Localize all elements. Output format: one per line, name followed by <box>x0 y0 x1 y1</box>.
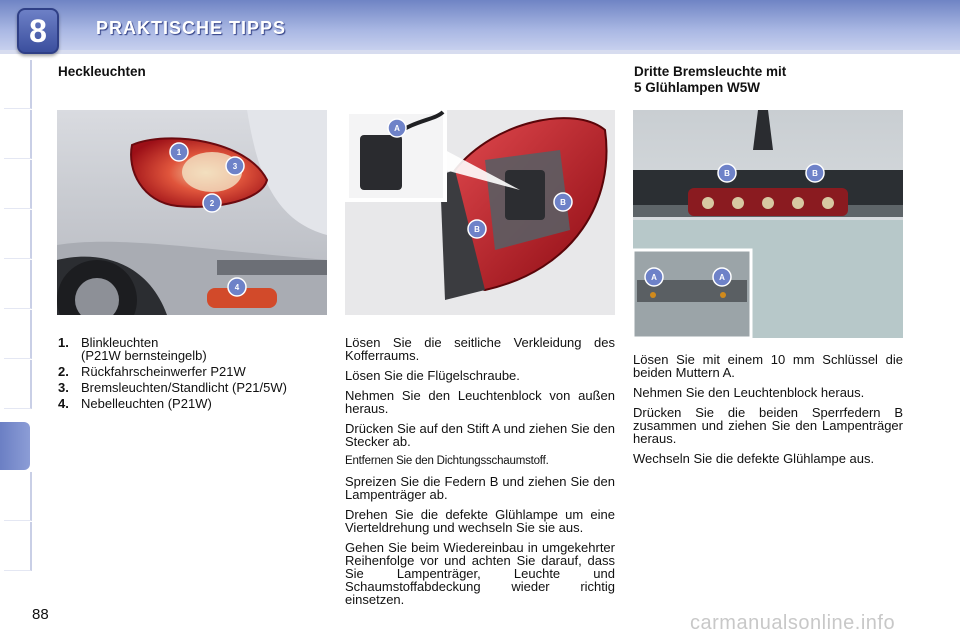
callout-B-marker-2 <box>468 220 486 238</box>
callout-A-label-3: A <box>719 273 725 282</box>
callout-2-marker <box>203 194 221 212</box>
list-text: Bremsleuchten/Standlicht (P21/5W) <box>81 380 287 395</box>
section-title-line2: 5 Glühlampen W5W <box>634 80 761 95</box>
rear-light-illustration <box>57 110 327 315</box>
paragraph: Gehen Sie beim Wiedereinbau in umgekehrter Reihenfolge vor und achten Sie darauf, dass Sie Lampenträger, Leuchte und Schaumstoffabdeckung wieder richtig einsetzen. <box>345 540 615 607</box>
bulb-list <box>58 336 338 413</box>
paragraph: Nehmen Sie den Leuchtenblock heraus. <box>633 385 865 400</box>
third-brake-light-illustration <box>633 110 903 338</box>
callout-A-label: A <box>394 124 400 133</box>
callout-4-marker <box>228 278 246 296</box>
callout-B-label-3: B <box>724 169 730 178</box>
middle-instructions <box>345 336 615 613</box>
chapter-tab-8-active[interactable] <box>0 422 30 470</box>
callout-1-label: 1 <box>176 148 182 157</box>
paragraph: Drücken Sie auf den Stift A und ziehen Sie den Stecker ab. <box>345 421 615 449</box>
paragraph: Spreizen Sie die Federn B und ziehen Sie den Lampenträger ab. <box>345 474 615 502</box>
callout-B-marker-4 <box>806 164 824 182</box>
list-number: 1. <box>58 335 69 350</box>
paragraph: Drehen Sie die defekte Glühlampe um eine Vierteldrehung und wechseln Sie sie aus. <box>345 507 615 535</box>
third-brake-light-photo <box>633 110 903 338</box>
watermark: carmanualsonline.info <box>690 612 896 634</box>
list-number: 3. <box>58 380 69 395</box>
list-text-line1: Blinkleuchten <box>81 335 159 350</box>
callout-B-label: B <box>560 198 566 207</box>
chapter-tab-3[interactable] <box>4 160 32 209</box>
chapter-tab-10[interactable] <box>4 522 32 571</box>
list-item <box>58 336 338 362</box>
rear-light-photo <box>57 110 327 315</box>
paragraph: Entfernen Sie den Dichtungsschaumstoff. <box>345 455 549 467</box>
chapter-number-badge: 8 <box>17 8 59 54</box>
paragraph: Wechseln Sie die defekte Glühlampe aus. <box>633 451 875 466</box>
list-text <box>81 336 207 362</box>
right-instructions <box>633 353 903 472</box>
chapter-tab-6[interactable] <box>4 310 32 359</box>
chapter-tab-2[interactable] <box>4 110 32 159</box>
callout-3-marker <box>226 157 244 175</box>
chapter-tab-4[interactable] <box>4 210 32 259</box>
callout-2-label: 2 <box>209 199 215 208</box>
section-title-line1: Dritte Bremsleuchte mit <box>634 64 787 79</box>
callout-A-marker-3 <box>713 268 731 286</box>
section-title-heckleuchten: Heckleuchten <box>58 64 146 79</box>
header-divider <box>0 50 960 54</box>
callout-B-label-2: B <box>474 225 480 234</box>
list-text-line2: (P21W bernsteingelb) <box>81 348 207 363</box>
list-item <box>58 397 338 410</box>
callout-B-label-4: B <box>812 169 818 178</box>
lamp-unit-illustration <box>345 110 615 315</box>
callout-4-label: 4 <box>234 283 240 292</box>
list-number: 4. <box>58 396 69 411</box>
paragraph: Lösen Sie die seitliche Verkleidung des Kofferraums. <box>345 335 615 363</box>
chapter-tab-5[interactable] <box>4 260 32 309</box>
list-text: Rückfahrscheinwerfer P21W <box>81 364 246 379</box>
list-text: Nebelleuchten (P21W) <box>81 396 212 411</box>
callout-1-marker <box>170 143 188 161</box>
list-item <box>58 381 338 394</box>
paragraph: Lösen Sie die Flügelschraube. <box>345 368 520 383</box>
chapter-tab-1[interactable] <box>4 60 32 109</box>
page-number: 88 <box>32 606 49 623</box>
callout-3-label: 3 <box>232 162 238 171</box>
chapter-tab-7[interactable] <box>4 360 32 409</box>
callout-A-marker-2 <box>645 268 663 286</box>
chapter-title: PRAKTISCHE TIPPS <box>96 18 287 38</box>
callout-A-label-2: A <box>651 273 657 282</box>
chapter-tab-strip <box>0 60 34 580</box>
lamp-unit-photo <box>345 110 615 315</box>
callout-B-marker <box>554 193 572 211</box>
callout-A-marker <box>388 119 406 137</box>
list-item <box>58 365 338 378</box>
section-title-bremsleuchte <box>634 64 786 96</box>
paragraph: Nehmen Sie den Leuchtenblock von außen heraus. <box>345 388 615 416</box>
paragraph: Lösen Sie mit einem 10 mm Schlüssel die beiden Muttern A. <box>633 352 903 380</box>
callout-B-marker-3 <box>718 164 736 182</box>
paragraph: Drücken Sie die beiden Sperrfedern B zusammen und ziehen Sie den Lampenträger heraus. <box>633 405 903 446</box>
list-number: 2. <box>58 364 69 379</box>
chapter-tab-9[interactable] <box>4 472 32 521</box>
